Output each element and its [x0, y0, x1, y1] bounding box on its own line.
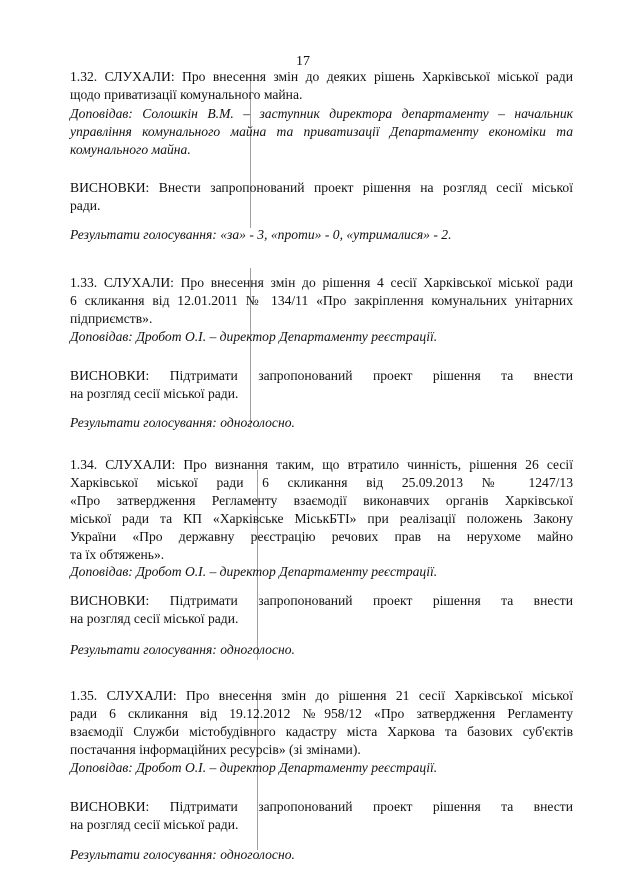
heard-text: та їх обтяжень». — [70, 547, 165, 562]
conclusion-text: на розгляд сесії міської ради. — [70, 611, 239, 626]
heard-text: взаємодії Служби містобудівного кадастру міста Харкова та базових суб'єктів — [70, 724, 573, 739]
heard-text: 1.33. СЛУХАЛИ: Про внесення змін до рішення 4 сесії Харківської міської ради — [70, 275, 573, 290]
voting-result: Результати голосування: одноголосно. — [70, 415, 295, 430]
heard-text: підприємств». — [70, 311, 153, 326]
heard-text: 1.32. СЛУХАЛИ: Про внесення змін до деяких рішень Харківської міської ради — [70, 69, 573, 84]
heard-text: Харківської міської ради 6 скликання від 25.09.2013 № 1247/13 — [70, 475, 573, 490]
conclusion-text: ВИСНОВКИ: Підтримати запропонований проект рішення та внести — [70, 368, 573, 383]
conclusion-text: ВИСНОВКИ: Внести запропонований проект рішення на розгляд сесії міської — [70, 180, 573, 195]
reporter-text: управління комунального майна та приватизації Департаменту економіки та — [70, 124, 573, 139]
reporter-text: комунального майна. — [70, 142, 191, 157]
heard-text: 1.34. СЛУХАЛИ: Про визнання таким, що втратило чинність, рішення 26 сесії — [70, 457, 573, 472]
voting-result: Результати голосування: одноголосно. — [70, 847, 295, 862]
reporter-text: Доповідав: Дробот О.І. – директор Департаменту реєстрації. — [70, 329, 438, 344]
heard-text: 1.35. СЛУХАЛИ: Про внесення змін до рішення 21 сесії Харківської міської — [70, 688, 573, 703]
reporter-text: Доповідав: Солошкін В.М. – заступник директора департаменту – начальник — [70, 106, 573, 121]
heard-text: України «Про державну реєстрацію речових прав на нерухоме майно — [70, 529, 573, 544]
heard-text: ради 6 скликання від 19.12.2012 №958/12 «Про затвердження Регламенту — [70, 706, 573, 721]
reporter-text: Доповідав: Дробот О.І. – директор Департаменту реєстрації. — [70, 564, 438, 579]
conclusion-text: на розгляд сесії міської ради. — [70, 386, 239, 401]
heard-text: щодо приватизації комунального майна. — [70, 87, 303, 102]
conclusion-text: ради. — [70, 198, 101, 213]
reporter-text: Доповідав: Дробот О.І. – директор Департаменту реєстрації. — [70, 760, 438, 775]
voting-result: Результати голосування: «за» - 3, «проти» - 0, «утрималися» - 2. — [70, 227, 452, 242]
conclusion-text: на розгляд сесії міської ради. — [70, 817, 239, 832]
conclusion-text: ВИСНОВКИ: Підтримати запропонований проект рішення та внести — [70, 799, 573, 814]
page-number: 17 — [296, 54, 310, 69]
heard-text: 6 скликання від 12.01.2011 № 134/11 «Про закріплення комунальних унітарних — [70, 293, 573, 308]
heard-text: «Про затвердження Регламенту взаємодії виконавчих органів Харківської — [70, 493, 573, 508]
heard-text: постачання інформаційних ресурсів» (зі змінами). — [70, 742, 361, 757]
conclusion-text: ВИСНОВКИ: Підтримати запропонований проект рішення та внести — [70, 593, 573, 608]
heard-text: міської ради та КП «Харківське МіськБТІ» при реалізації положень Закону — [70, 511, 573, 526]
voting-result: Результати голосування: одноголосно. — [70, 642, 295, 657]
